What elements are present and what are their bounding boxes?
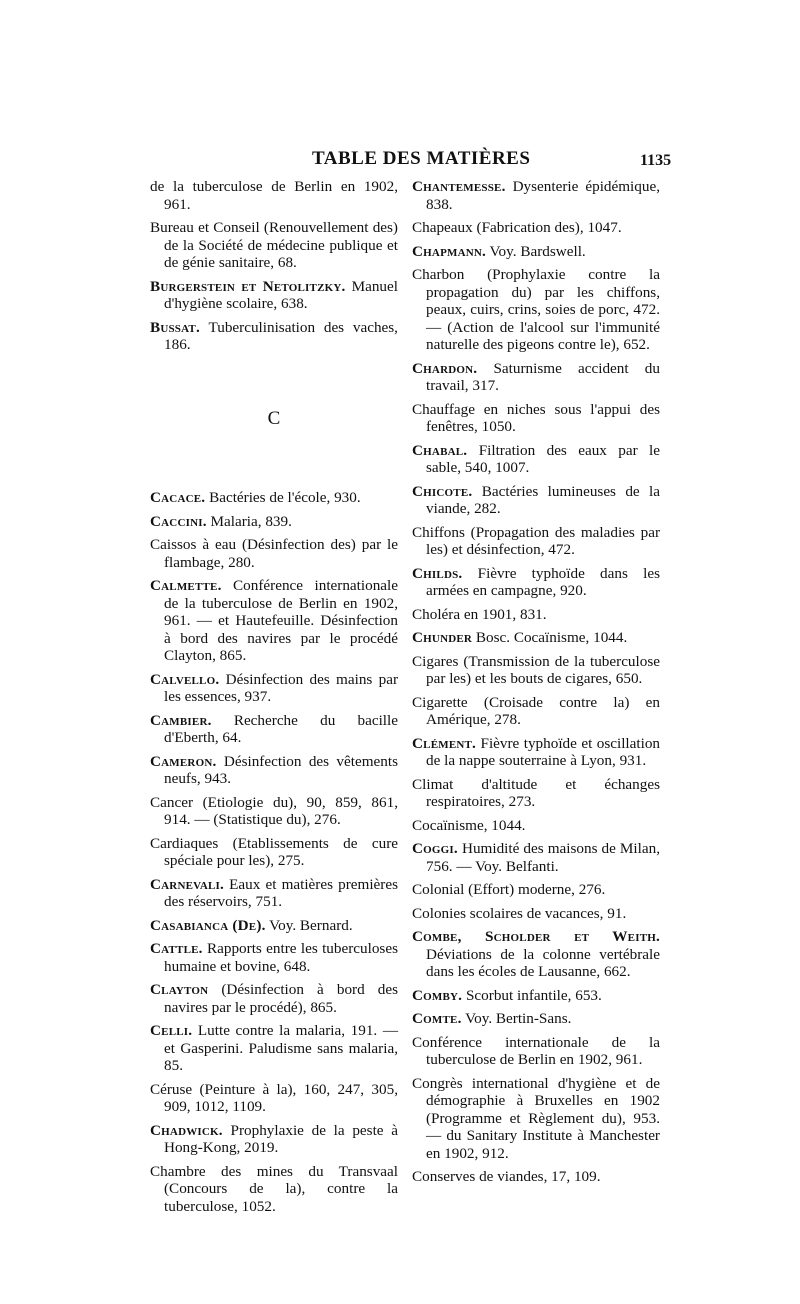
index-entry (412, 987, 660, 1005)
entry-text: Cardiaques (Etablissements de cure spéciale pour les), 275. (150, 834, 398, 869)
entry-text: Céruse (Peinture à la), 160, 247, 305, 909, 1012, 1109. (150, 1080, 398, 1115)
entry-author: Chardon. (412, 359, 478, 377)
entry-text: Caissos à eau (Désinfection des) par le flambage, 280. (150, 536, 398, 571)
index-entry (150, 753, 398, 788)
index-entry (150, 835, 398, 870)
index-entry (412, 881, 660, 899)
entry-text: Bureau et Conseil (Renouvellement des) de la Société de médecine publique et de génie sanitaire, 68. (150, 219, 398, 271)
entry-author: Comby. (412, 986, 463, 1004)
index-entry (412, 840, 660, 875)
entry-author: Burgerstein et Netolitzky. (150, 277, 346, 295)
index-entry (412, 565, 660, 600)
index-entry (150, 513, 398, 531)
index-entry (412, 928, 660, 981)
entry-text: Conserves de viandes, 17, 109. (412, 1168, 601, 1185)
index-entry (150, 1081, 398, 1116)
entry-text: Humidité des maisons de Milan, 756. — Voy. Belfanti. (426, 840, 661, 875)
entry-text: de la tuberculose de Berlin en 1902, 961. (150, 178, 398, 213)
index-entry (150, 178, 398, 213)
entry-text: Chambre des mines du Transvaal (Concours de la), contre la tuberculose, 1052. (150, 1162, 398, 1215)
entry-text: Rapports entre les tuberculoses humaine et bovine, 648. (164, 940, 398, 975)
index-entry (412, 243, 660, 261)
index-entry (412, 694, 660, 729)
index-entry (150, 671, 398, 706)
entry-text: Bactéries de l'école, 930. (209, 489, 361, 506)
index-entry (412, 401, 660, 436)
entry-text: Voy. Bernard. (269, 916, 353, 934)
entry-author: Combe, Scholder et Weith. (412, 928, 660, 945)
index-entry (412, 817, 660, 835)
index-entry (150, 940, 398, 975)
section-letter: C (267, 407, 281, 429)
index-entry (412, 1034, 660, 1069)
entry-author: Chadwick. (150, 1121, 223, 1139)
index-entry (412, 629, 660, 647)
entry-author: Calmette. (150, 577, 222, 594)
entry-author: Chapmann. (412, 242, 486, 260)
entry-text: Climat d'altitude et échanges respiratoires, 273. (412, 775, 660, 810)
entry-author: Coggi. (412, 840, 458, 857)
entry-author: Caccini. (150, 512, 207, 530)
index-entry (412, 653, 660, 688)
entry-author: Cambier. (150, 711, 212, 729)
index-entry (150, 794, 398, 829)
entry-text: Charbon (Prophylaxie contre la propagation du) par les chiffons, peaux, cuirs, crins, soies de porc, 472. — (Action de l'alcool sur l'immunité naturelle des pigeons contre le), 652. (412, 266, 660, 353)
right-main-entries (412, 178, 660, 1186)
entry-text: (Désinfection à bord des navires par le procédé), 865. (164, 981, 399, 1016)
index-entry (150, 876, 398, 911)
index-entry (412, 360, 660, 395)
entry-author: Casabianca (De). (150, 916, 266, 934)
entry-author: Celli. (150, 1022, 193, 1039)
index-entry (150, 981, 398, 1016)
entry-text: Cigarette (Croisade contre la) en Amérique, 278. (412, 693, 660, 728)
entry-text: Colonies scolaires de vacances, 91. (412, 904, 627, 922)
index-entry (412, 735, 660, 770)
index-entry (412, 178, 660, 213)
entry-text: Cocaïnisme, 1044. (412, 816, 526, 834)
entry-text: Conférence internationale de la tuberculose de Berlin en 1902, 961. — et Hautefeuille. Désinfection à bord des navires par le procédé Clayton, 865. (164, 577, 398, 664)
index-entry (150, 1022, 398, 1075)
entry-author: Calvello. (150, 670, 220, 688)
entry-text: Bactéries lumineuses de la viande, 282. (426, 482, 660, 517)
index-entry (412, 524, 660, 559)
entry-author: Bussat. (150, 318, 200, 336)
index-entry (150, 489, 398, 507)
entry-author: Childs. (412, 564, 463, 582)
entry-author: Cattle. (150, 940, 203, 957)
index-entry (412, 483, 660, 518)
index-entry (150, 917, 398, 935)
index-entry (412, 1010, 660, 1028)
index-entry (412, 1168, 660, 1186)
entry-text: Cancer (Etiologie du), 90, 859, 861, 914. — (Statistique du), 276. (150, 793, 398, 828)
entry-text: Scorbut infantile, 653. (465, 986, 602, 1004)
entry-text: Conférence internationale de la tuberculose de Berlin en 1902, 961. (412, 1033, 660, 1068)
index-entry (412, 776, 660, 811)
index-entry (150, 278, 398, 313)
index-entry (412, 1075, 660, 1163)
page-number: 1135 (640, 152, 672, 169)
index-entry (412, 442, 660, 477)
entry-text: Chapeaux (Fabrication des), 1047. (412, 219, 622, 236)
entry-text: Congrès international d'hygiène et de démographie à Bruxelles en 1902 (Programme et Règlement du), 953. — du Sanitary Institute à Manchester en 1902, 912. (412, 1074, 660, 1162)
left-main-entries (150, 489, 398, 1215)
index-entry (150, 577, 398, 665)
index-entry (412, 219, 660, 237)
left-top-entries (150, 178, 398, 354)
entry-author: Chicote. (412, 482, 473, 500)
entry-text: Désinfection des vêtements neufs, 943. (164, 752, 399, 787)
page-header (0, 148, 800, 172)
entry-text: Chauffage en niches sous l'appui des fenêtres, 1050. (412, 400, 660, 435)
entry-text: Cigares (Transmission de la tuberculose par les) et les bouts de cigares, 650. (412, 652, 660, 687)
index-entry (150, 219, 398, 272)
index-entry (150, 712, 398, 747)
entry-text: Voy. Bardswell. (489, 242, 586, 260)
entry-text: Chiffons (Propagation des maladies par les) et désinfection, 472. (412, 523, 660, 558)
entry-text: Prophylaxie de la peste à Hong-Kong, 2019. (164, 1121, 399, 1156)
right-column (412, 178, 660, 1192)
entry-author: Chunder (412, 629, 473, 646)
entry-text: Manuel d'hygiène scolaire, 638. (164, 277, 398, 312)
entry-text: Eaux et matières premières des réservoirs, 751. (164, 875, 399, 910)
entry-text: Saturnisme accident du travail, 317. (426, 359, 660, 394)
entry-text: Filtration des eaux par le sable, 540, 1007. (426, 441, 660, 476)
entry-text: Choléra en 1901, 831. (412, 605, 547, 623)
running-title: TABLE DES MATIÈRES (312, 148, 531, 169)
index-entry (412, 266, 660, 354)
entry-author: Cacace. (150, 489, 206, 506)
entry-author: Carnevali. (150, 875, 225, 893)
index-entry (150, 536, 398, 571)
entry-text: Tuberculinisation des vaches, 186. (164, 318, 398, 353)
entry-text: Malaria, 839. (210, 512, 292, 530)
entry-text: Fièvre typhoïde et oscillation de la nappe souterraine à Lyon, 931. (426, 734, 661, 769)
index-entry (412, 606, 660, 624)
entry-text: Lutte contre la malaria, 191. — et Gasperini. Paludisme sans malaria, 85. (164, 1022, 399, 1074)
entry-author: Comte. (412, 1010, 462, 1027)
entry-author: Chabal. (412, 441, 468, 459)
entry-text: Dysenterie épidémique, 838. (426, 178, 661, 213)
entry-author: Clayton (150, 981, 209, 998)
index-entry (150, 1163, 398, 1216)
index-entry (412, 905, 660, 923)
index-entry (150, 319, 398, 354)
entry-text: Désinfection des mains par les essences, 937. (164, 670, 398, 705)
entry-text: Bosc. Cocaïnisme, 1044. (475, 629, 628, 646)
entry-text: Colonial (Effort) moderne, 276. (412, 881, 606, 898)
entry-text: Fièvre typhoïde dans les armées en campagne, 920. (426, 564, 660, 599)
entry-text: Recherche du bacille d'Eberth, 64. (164, 711, 398, 746)
entry-text: Voy. Bertin-Sans. (465, 1010, 572, 1027)
entry-author: Chantemesse. (412, 178, 506, 195)
entry-author: Clément. (412, 734, 477, 752)
left-column (150, 178, 398, 1221)
entry-author: Cameron. (150, 752, 217, 770)
entry-text: Déviations de la colonne vertébrale dans les écoles de Lausanne, 662. (426, 945, 660, 980)
index-entry (150, 1122, 398, 1157)
